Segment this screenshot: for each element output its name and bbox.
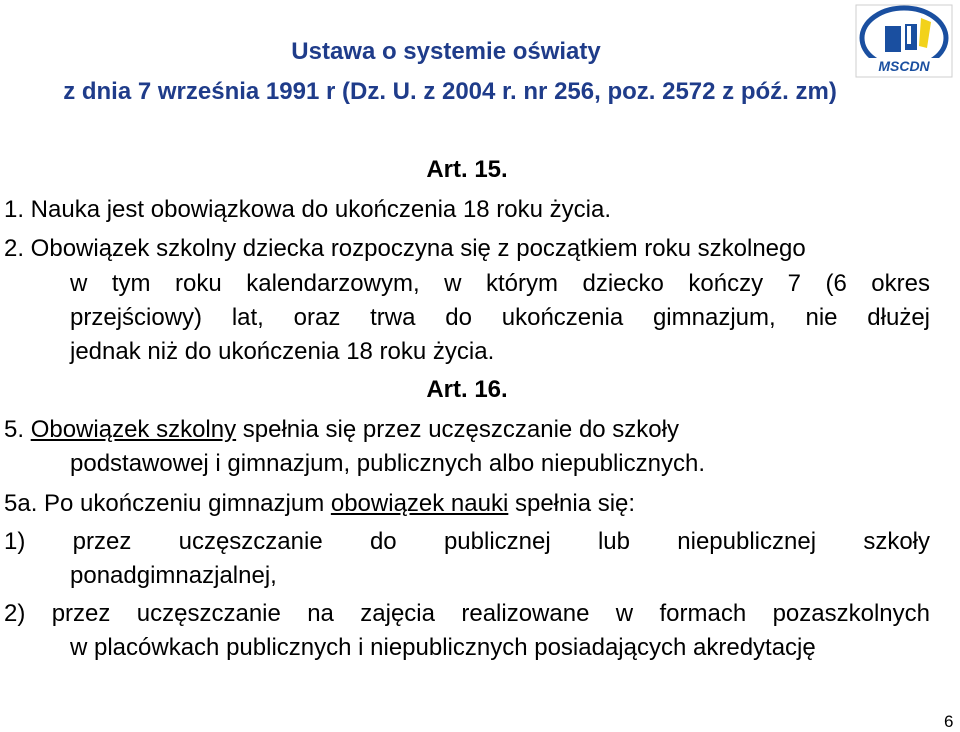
art15-item1: 1. Nauka jest obowiązkowa do ukończenia 18 roku życia. [4, 196, 612, 223]
point2-line2: w placówkach publicznych i niepublicznych posiadających akredytację [70, 634, 816, 661]
art15-item2-line2: w tym roku kalendarzowym, w którym dziecko kończy 7 (6 okres [70, 270, 930, 297]
logo-text: MSCDN [878, 58, 930, 74]
mscdn-logo [855, 4, 953, 78]
art15-item2-line1: 2. Obowiązek szkolny dziecka rozpoczyna się z początkiem roku szkolnego [4, 235, 806, 262]
point2-line1: 2) przez uczęszczanie na zajęcia realizowane w formach pozaszkolnych [4, 600, 930, 627]
art16-heading: Art. 16. [426, 376, 508, 403]
item5-underlined-term: Obowiązek szkolny [30, 416, 237, 443]
page-subtitle: z dnia 7 września 1991 r (Dz. U. z 2004 r. nr 256, poz. 2572 z póź. zm) [63, 78, 837, 105]
item5a-post: spełnia się: [514, 490, 636, 517]
item5a-underlined-term: obowiązek nauki [330, 490, 509, 517]
art16-item5-line1 [4, 416, 679, 444]
item5-rest: spełnia się przez uczęszczanie do szkoły [242, 416, 679, 443]
page-title: Ustawa o systemie oświaty [291, 38, 601, 65]
art16-item5-line2: podstawowej i gimnazjum, publicznych albo niepublicznych. [70, 450, 706, 477]
point1-line1: 1) przez uczęszczanie do publicznej lub niepublicznej szkoły [4, 528, 930, 555]
point1-line2: ponadgimnazjalnej, [70, 562, 277, 589]
art15-item2-line4: jednak niż do ukończenia 18 roku życia. [70, 338, 495, 365]
art15-heading: Art. 15. [426, 156, 508, 183]
page-number: 6 [944, 712, 954, 731]
art16-item5a [4, 490, 635, 518]
art15-item2-line3: przejściowy) lat, oraz trwa do ukończenia gimnazjum, nie dłużej [70, 304, 930, 331]
item5-number: 5. [4, 416, 25, 443]
item5a-pre: 5a. Po ukończeniu gimnazjum [4, 490, 325, 517]
